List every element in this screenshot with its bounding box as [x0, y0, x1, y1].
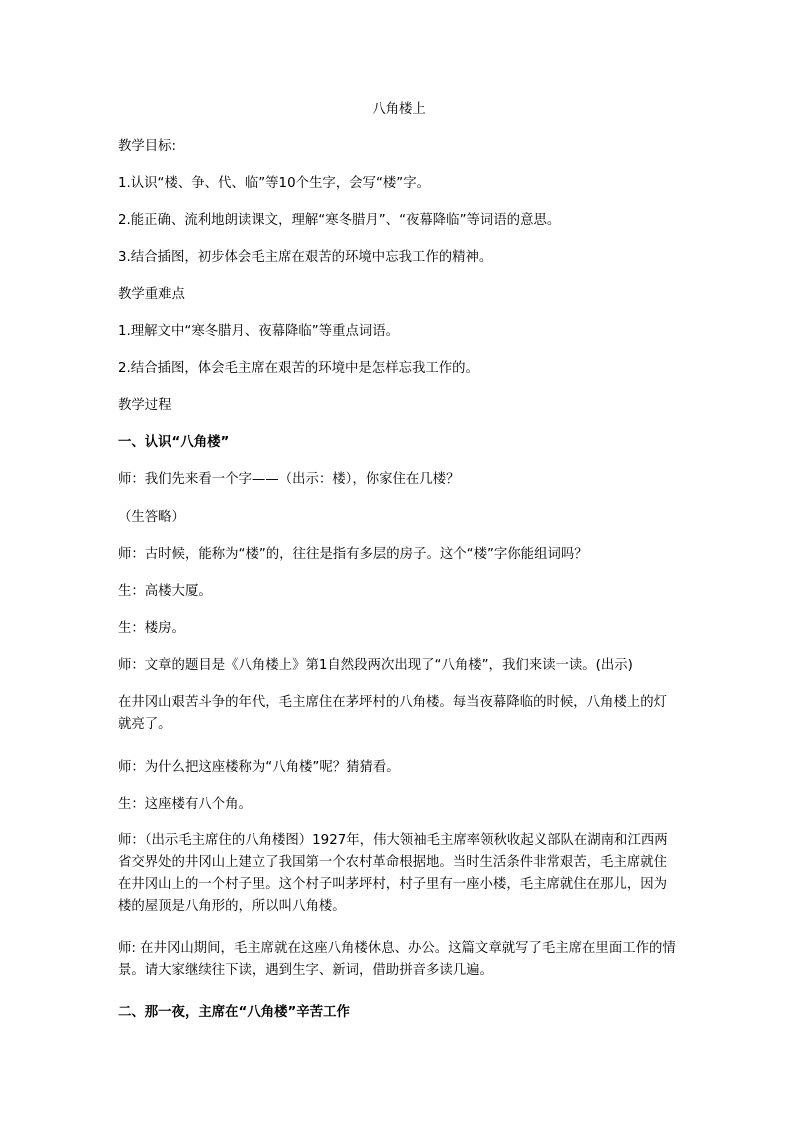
difficulty-item: 1.理解文中“寒冬腊月、夜幕降临”等重点词语。	[118, 324, 400, 339]
dialogue-line: 师：文章的题目是《八角楼上》第1自然段两次出现了“八角楼”，我们来读一读。(出示)	[118, 658, 633, 673]
objective-item: 2.能正确、流利地朗读课文，理解“寒冬腊月”、“夜幕降临”等词语的意思。	[118, 213, 561, 228]
objectives-heading: 教学目标:	[118, 139, 177, 154]
dialogue-line: 师：古时候，能称为“楼”的，往往是指有多层的房子。这个“楼”字你能组词吗？	[118, 547, 588, 562]
history-paragraph: 师：（出示毛主席住的八角楼图）1927年，伟大领袖毛主席率领秋收起义部队在湖南和江西两省交界处的井冈山上建立了我国第一个农村革命根据地。当时生活条件非常艰苦，毛主席就住在井冈山上的一个村子里。这个村子叫茅坪村，村子里有一座小楼，毛主席就住在那儿，因为楼的屋顶是八角形的，所以叫八角楼。	[118, 833, 668, 914]
dialogue-line: 生：楼房。	[118, 621, 185, 636]
difficulty-item: 2.结合插图，体会毛主席在艰苦的环境中是怎样忘我工作的。	[118, 361, 479, 376]
dialogue-line: 师：为什么把这座楼称为“八角楼”呢？猜猜看。	[118, 760, 400, 775]
quote-paragraph: 在井冈山艰苦斗争的年代，毛主席住在茅坪村的八角楼。每当夜幕降临的时候，八角楼上的灯就亮了。	[118, 695, 668, 732]
work-paragraph: 师: 在井冈山期间，毛主席就在这座八角楼休息、办公。这篇文章就写了毛主席在里面工作的情景。请大家继续往下读，遇到生字、新词，借助拼音多读几遍。	[118, 941, 676, 978]
section-heading: 一、认识“八角楼”	[118, 435, 230, 450]
objective-item: 1.认识“楼、争、代、临”等10个生字，会写“楼”字。	[118, 176, 430, 191]
process-heading: 教学过程	[118, 398, 172, 413]
section-heading: 二、那一夜，主席在“八角楼”辛苦工作	[118, 1005, 350, 1020]
dialogue-line: 师：我们先来看一个字——（出示：楼），你家住在几楼？	[118, 472, 460, 487]
document-title: 八角楼上	[372, 102, 426, 117]
dialogue-line: （生答略）	[118, 510, 185, 525]
dialogue-line: 生：高楼大厦。	[118, 584, 212, 599]
difficulties-heading: 教学重难点	[118, 287, 185, 302]
objective-item: 3.结合插图，初步体会毛主席在艰苦的环境中忘我工作的精神。	[118, 250, 493, 265]
dialogue-line: 生：这座楼有八个角。	[118, 797, 252, 812]
